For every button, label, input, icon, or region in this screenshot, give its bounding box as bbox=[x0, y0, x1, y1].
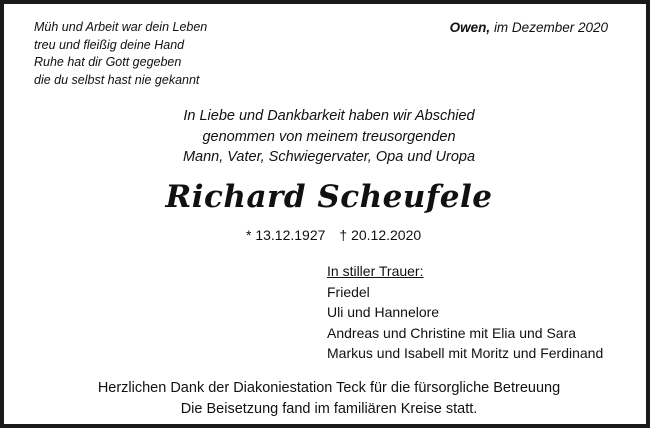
birth-date: * 13.12.1927 bbox=[246, 227, 326, 243]
mourner: Friedel bbox=[327, 283, 370, 300]
closing-text bbox=[4, 378, 650, 419]
place: Owen, bbox=[449, 20, 491, 35]
mourner: Andreas und Christine mit Elia und Sara bbox=[327, 324, 577, 341]
mourners-heading: In stiller Trauer: bbox=[327, 263, 424, 279]
intro-line: Mann, Vater, Schwiegervater, Opa und Uropa bbox=[182, 149, 476, 165]
intro-line: In Liebe und Dankbarkeit haben wir Abschied bbox=[183, 108, 475, 124]
poem-line: die du selbst hast nie gekannt bbox=[34, 72, 200, 87]
mourner: Markus und Isabell mit Moritz und Ferdinand bbox=[327, 345, 604, 361]
life-dates bbox=[246, 226, 421, 244]
poem-line: treu und fleißig deine Hand bbox=[34, 37, 185, 52]
closing-line: Herzlichen Dank der Diakoniestation Teck für die fürsorgliche Betreuung bbox=[97, 380, 561, 396]
deceased-name: Richard Scheufele bbox=[165, 179, 493, 215]
intro-text bbox=[4, 106, 650, 168]
closing-line: Die Beisetzung fand im familiären Kreise statt. bbox=[180, 400, 478, 417]
poem-line: Müh und Arbeit war dein Leben bbox=[34, 20, 208, 34]
poem-line: Ruhe hat dir Gott gegeben bbox=[34, 55, 182, 69]
mourner: Uli und Hannelore bbox=[327, 304, 440, 320]
date: im Dezember 2020 bbox=[493, 20, 608, 35]
death-date: † 20.12.2020 bbox=[339, 227, 422, 243]
poem bbox=[34, 19, 207, 89]
place-and-date bbox=[450, 19, 608, 37]
intro-line: genommen von meinem treusorgenden bbox=[202, 128, 456, 145]
mourners-list bbox=[327, 261, 603, 364]
